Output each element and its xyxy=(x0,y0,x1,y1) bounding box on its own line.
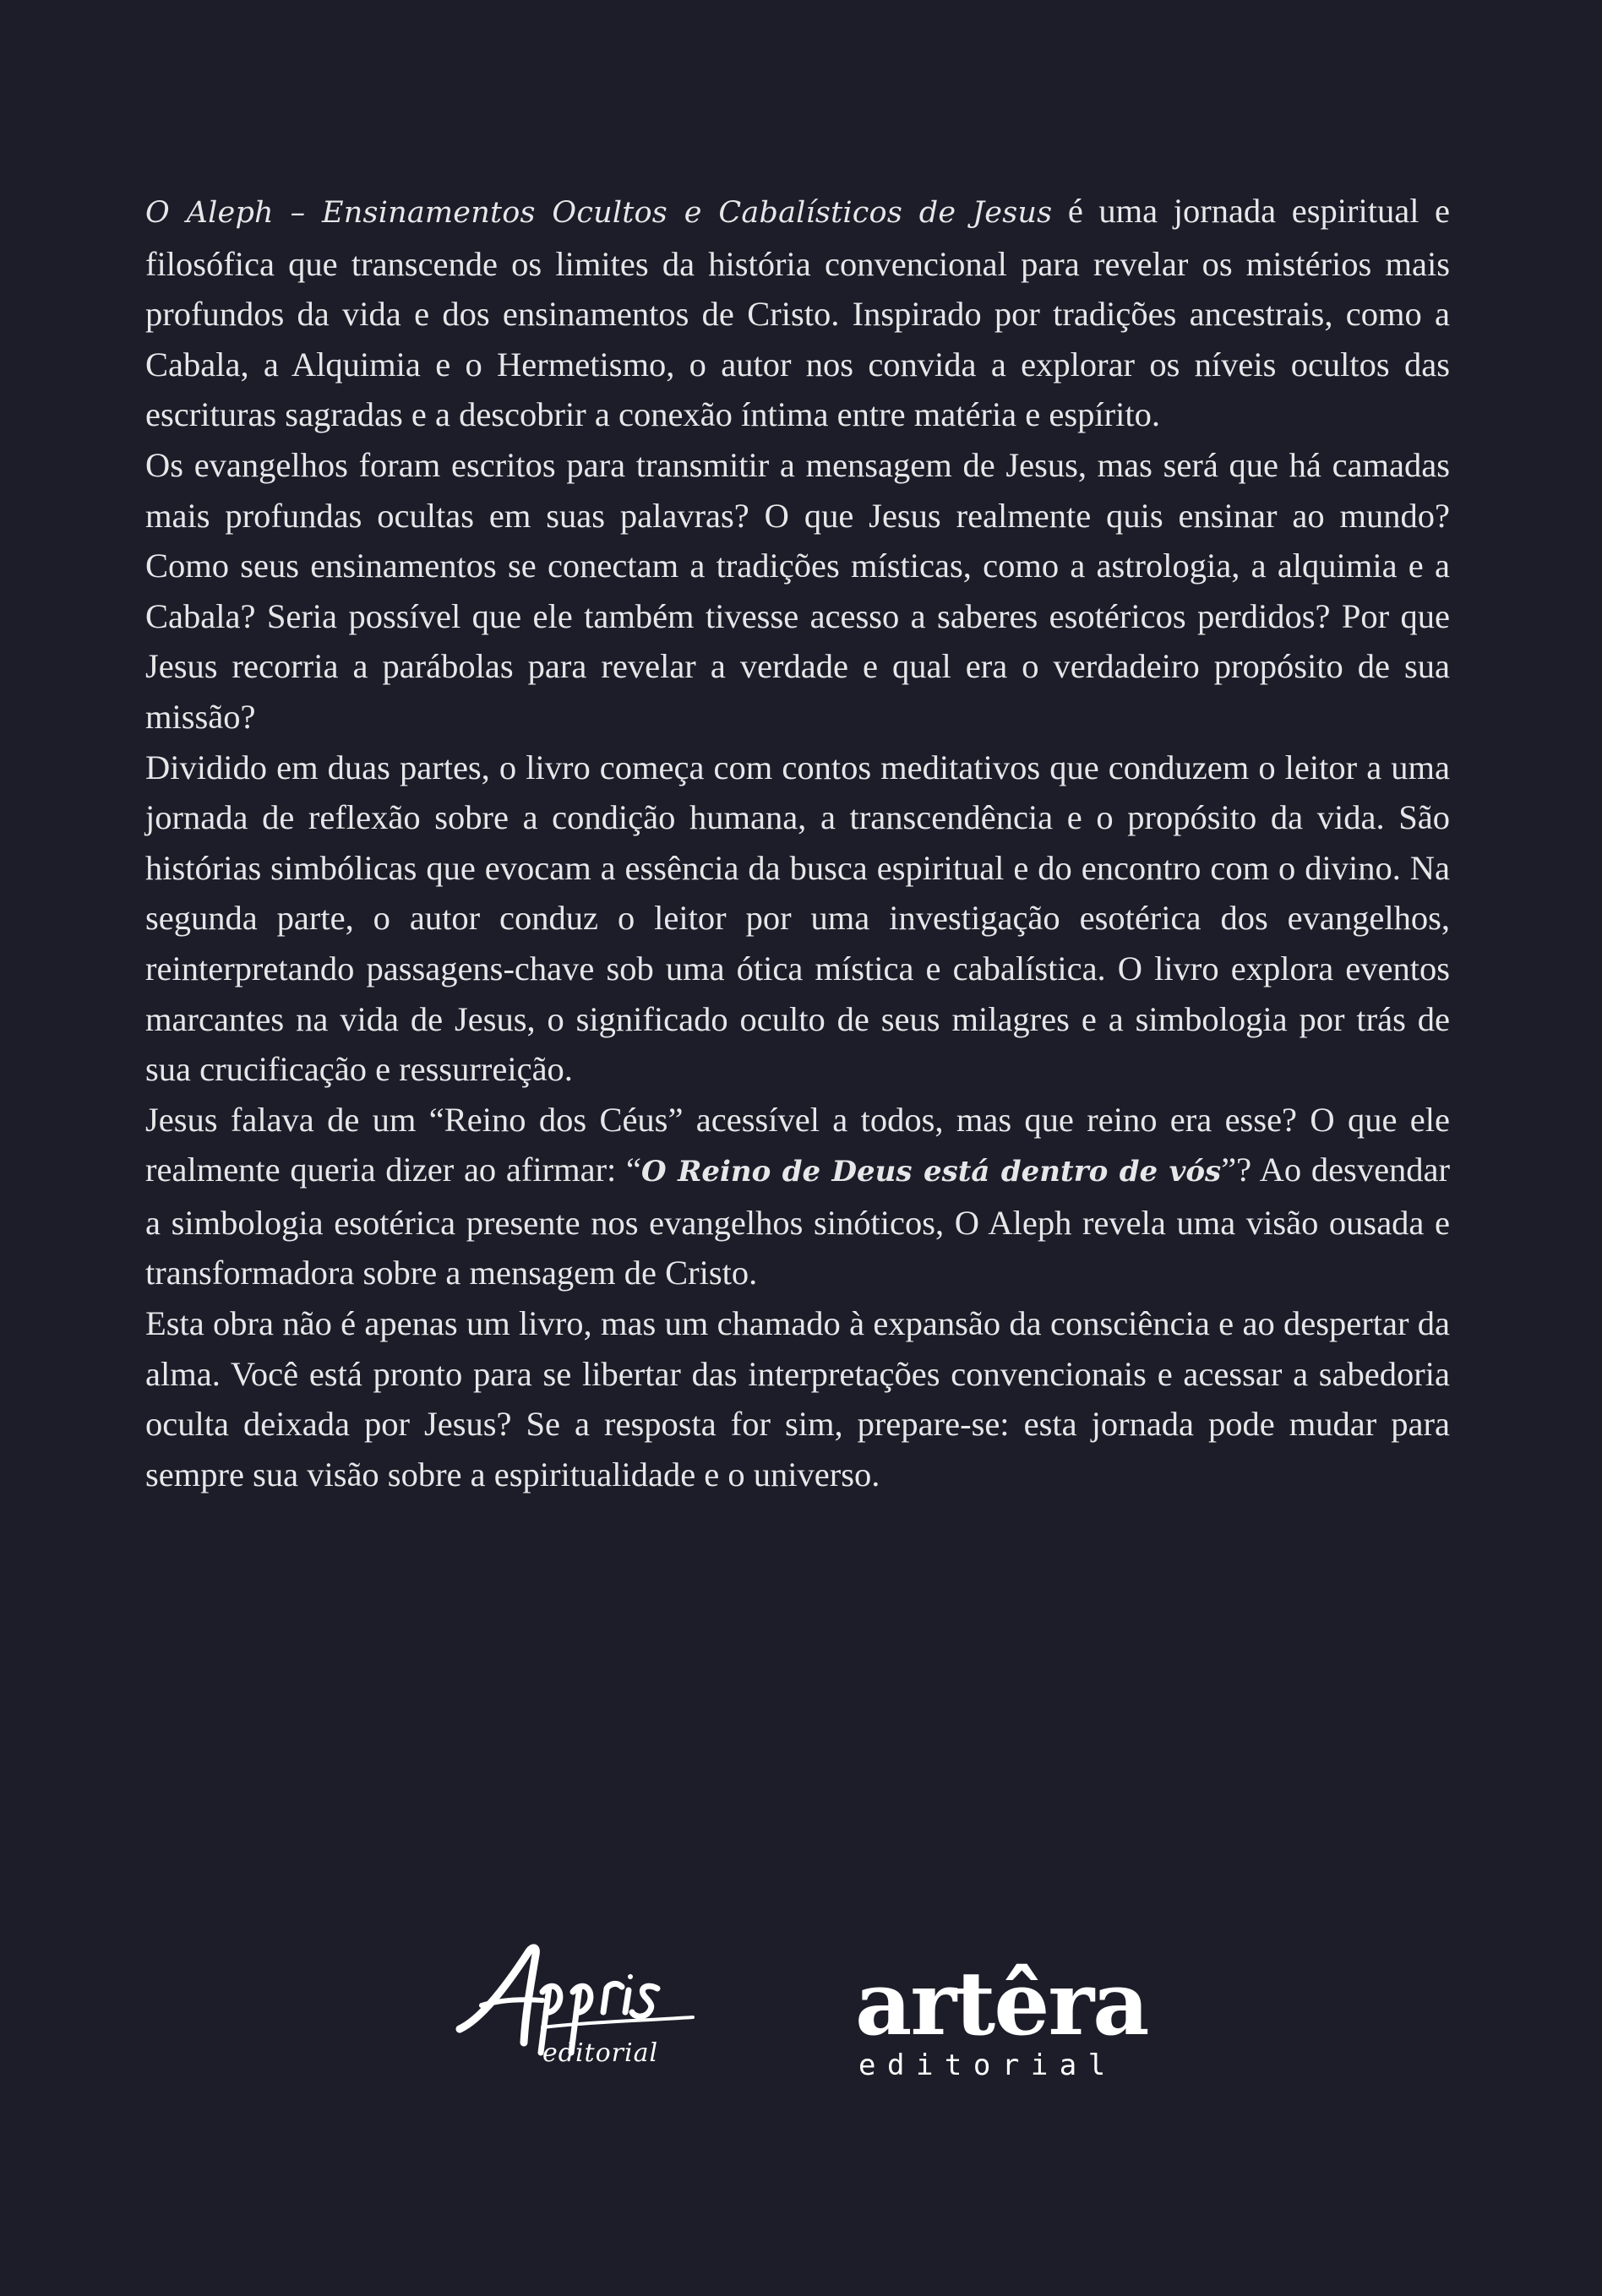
book-title: O Aleph – Ensinamentos Ocultos e Cabalísticos de Jesus xyxy=(145,196,1053,230)
synopsis xyxy=(145,186,1450,1499)
kingdom-quote: O Reino de Deus está dentro de vós xyxy=(641,1155,1222,1189)
svg-text:artêra: artêra xyxy=(855,1951,1148,2055)
publisher-logos xyxy=(0,1934,1602,2087)
artera-editorial-logo xyxy=(850,1934,1163,2087)
paragraph-kingdom xyxy=(145,1095,1450,1298)
paragraph-questions: Os evangelhos foram escritos para transmitir a mensagem de Jesus, mas será que há camadas mais profundas ocultas em suas palavras? O que Jesus realmente quis ensinar ao mundo? Como seus ensinamentos se conectam a tradições místicas, como a astrologia, a alquimia e a Cabala? Seria possível que ele também tivesse acesso a saberes esotéricos perdidos? Por que Jesus recorria a parábolas para revelar a verdade e qual era o verdadeiro propósito de sua missão? xyxy=(145,445,1450,736)
svg-text:editorial: editorial xyxy=(858,2048,1117,2082)
paragraph-closing: Esta obra não é apenas um livro, mas um chamado à expansão da consciência e ao despertar da alma. Você está pronto para se libertar das interpretações convencionais e acessar a sabedoria oculta deixada por Jesus? Se a resposta for sim, prepare-se: esta jornada pode mudar para sempre sua visão sobre a espiritualidade e o universo. xyxy=(145,1304,1450,1493)
paragraph-kingdom-end: ”? Ao desvendar a simbologia esotérica presente nos evangelhos sinóticos, O Aleph revela uma visão ousada e transformadora sobre a mensagem de Cristo. xyxy=(145,1151,1451,1292)
paragraph-kingdom-start: Jesus falava de um “Reino dos Céus” acessível a todos, mas que reino era esse? O que ele realmente queria dizer ao afirmar: “ xyxy=(145,1100,1450,1189)
paragraph-intro-text: é uma jornada espiritual e filosófica que transcende os limites da história convencional para revelar os mistérios mais profundos da vida e dos ensinamentos de Cristo. Inspirado por tradições ancestrais, como a Cabala, a Alquimia e o Hermetismo, o autor nos convida a explorar os níveis ocultos das escrituras sagradas e a descobrir a conexão íntima entre matéria e espírito. xyxy=(145,192,1450,434)
appris-editorial-logo xyxy=(448,1934,735,2087)
paragraph-intro xyxy=(145,186,1450,440)
paragraph-structure: Dividido em duas partes, o livro começa com contos meditativos que conduzem o leitor a uma jornada de reflexão sobre a condição humana, a transcendência e o propósito da vida. São histórias simbólicas que evocam a essência da busca espiritual e do encontro com o divino. Na segunda parte, o autor conduz o leitor por uma investigação esotérica dos evangelhos, reinterpretando passagens-chave sob uma ótica mística e cabalística. O livro explora eventos marcantes na vida de Jesus, o significado oculto de seus milagres e a simbologia por trás de sua crucificação e ressurreição. xyxy=(145,748,1450,1089)
appris-sub: editorial xyxy=(542,2038,659,2068)
